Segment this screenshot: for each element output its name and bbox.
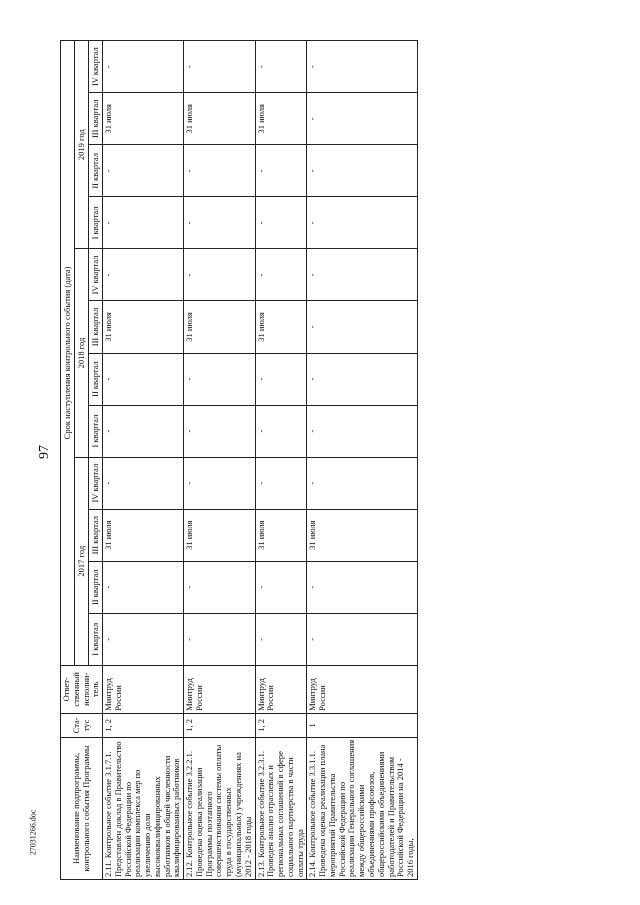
quarter-date-cell: 31 июля (184, 301, 255, 353)
table-row (307, 41, 417, 880)
quarter-date-cell: - (255, 561, 307, 613)
quarter-date-cell: - (255, 41, 307, 93)
header-quarter: III квартал (89, 301, 103, 353)
quarter-date-cell: 31 июля (103, 301, 184, 353)
status-cell: 1, 2 (255, 713, 307, 737)
quarter-date-cell: - (184, 561, 255, 613)
quarter-date-cell: - (184, 353, 255, 405)
quarter-date-cell: - (103, 145, 184, 197)
header-quarter: III квартал (89, 509, 103, 561)
header-quarter: II квартал (89, 353, 103, 405)
quarter-date-cell: - (255, 457, 307, 509)
quarter-date-cell: - (307, 41, 417, 93)
row-number: 2.11. (103, 860, 114, 877)
header-dates-group: Срок наступления контрольного события (дата) (61, 41, 75, 666)
header-quarter: I квартал (89, 405, 103, 457)
header-quarter: I квартал (89, 197, 103, 249)
header-quarter: III квартал (89, 93, 103, 145)
header-year-2018: 2018 год (75, 249, 89, 457)
quarter-date-cell: - (307, 457, 417, 509)
header-quarter: II квартал (89, 145, 103, 197)
event-description: Контрольное событие 3.3.1.1. Проведена оценка реализации плана мероприятий Правительства Российской Федерации по реализации Генерального соглашения между общероссийскими объединениями профсоюзов, общероссийскими объединениями работодателей и Правительством Российской Федерации на 2014 - 2016 годы, (307, 739, 416, 877)
status-cell: 1 (307, 713, 417, 737)
quarter-date-cell: 31 июля (184, 509, 255, 561)
quarter-date-cell: 31 июля (255, 93, 307, 145)
quarter-date-cell: 31 июля (103, 509, 184, 561)
quarter-date-cell: - (255, 405, 307, 457)
header-quarter: I квартал (89, 613, 103, 665)
header-status: Ста-тус (61, 713, 103, 737)
status-cell: 1, 2 (184, 713, 255, 737)
quarter-date-cell: - (103, 41, 184, 93)
quarter-date-cell: - (307, 145, 417, 197)
page-number: 97 (37, 445, 52, 459)
quarter-date-cell: - (307, 93, 417, 145)
quarter-date-cell: 31 июля (103, 93, 184, 145)
event-description: Контрольное событие 3.2.2.1. Проведена оценка реализации Программы поэтапного совершенствования системы оплаты труда в государственных (муниципальных) учреждениях на 2012 - 2018 годы (184, 744, 253, 877)
header-quarter: IV квартал (89, 249, 103, 301)
header-quarter: IV квартал (89, 41, 103, 93)
quarter-date-cell: - (307, 613, 417, 665)
responsible-cell: Минтруд России (184, 665, 255, 713)
quarter-date-cell: - (307, 561, 417, 613)
quarter-date-cell: 31 июля (255, 301, 307, 353)
quarter-date-cell: - (307, 301, 417, 353)
quarter-date-cell: - (184, 405, 255, 457)
quarter-date-cell: 31 июля (255, 509, 307, 561)
header-responsible: Ответ-ственный исполни-тель (61, 665, 103, 713)
event-description: Контрольное событие 3.2.3.1. Проведен анализ отраслевых и региональных соглашений в сфере социального партнерства в части оплаты труда (255, 750, 305, 877)
quarter-date-cell: - (307, 353, 417, 405)
quarter-date-cell: - (103, 197, 184, 249)
table-row (103, 41, 184, 880)
quarter-date-cell: - (184, 457, 255, 509)
responsible-cell: Минтруд России (103, 665, 184, 713)
event-name-cell (184, 737, 255, 879)
table-body (103, 41, 418, 880)
row-number: 2.12. (184, 860, 195, 877)
header-name: Наименование подпрограммы, контрольного события Программы (61, 737, 103, 879)
quarter-date-cell: - (184, 145, 255, 197)
header-year-2017: 2017 год (75, 457, 89, 665)
quarter-date-cell: - (103, 457, 184, 509)
quarter-date-cell: - (255, 353, 307, 405)
quarter-date-cell: - (307, 197, 417, 249)
quarter-date-cell: - (184, 197, 255, 249)
status-cell: 1, 2 (103, 713, 184, 737)
event-name-cell (255, 737, 307, 879)
control-events-table (60, 40, 418, 880)
quarter-date-cell: - (103, 561, 184, 613)
quarter-date-cell: - (184, 249, 255, 301)
table-row (184, 41, 255, 880)
quarter-date-cell: - (184, 41, 255, 93)
quarter-date-cell: 31 июля (307, 509, 417, 561)
rotated-table-area (60, 40, 580, 880)
quarter-date-cell: - (103, 405, 184, 457)
row-number: 2.14. (307, 860, 318, 877)
header-quarter: IV квартал (89, 457, 103, 509)
table-row (255, 41, 307, 880)
quarter-date-cell: - (103, 249, 184, 301)
event-name-cell (307, 737, 417, 879)
responsible-cell: Минтруд России (255, 665, 307, 713)
footer-code: 27031266.doc (28, 809, 38, 856)
row-number: 2.13. (255, 860, 266, 877)
quarter-date-cell: - (307, 249, 417, 301)
event-description: Контрольное событие 3.1.7.1. Представлен доклад в Правительство Российской Федерации по реализации комплекса мер по увеличению доли высококвалифицированных работников в общей численности квалифицированных работников (103, 741, 182, 877)
quarter-date-cell: - (307, 405, 417, 457)
header-year-2019: 2019 год (75, 41, 89, 249)
quarter-date-cell: - (255, 145, 307, 197)
responsible-cell: Минтруд России (307, 665, 417, 713)
header-quarter: II квартал (89, 561, 103, 613)
quarter-date-cell: - (255, 197, 307, 249)
quarter-date-cell: - (255, 613, 307, 665)
quarter-date-cell: - (184, 613, 255, 665)
event-name-cell (103, 737, 184, 879)
quarter-date-cell: - (103, 353, 184, 405)
quarter-date-cell: - (255, 249, 307, 301)
quarter-date-cell: 31 июля (184, 93, 255, 145)
quarter-date-cell: - (103, 613, 184, 665)
